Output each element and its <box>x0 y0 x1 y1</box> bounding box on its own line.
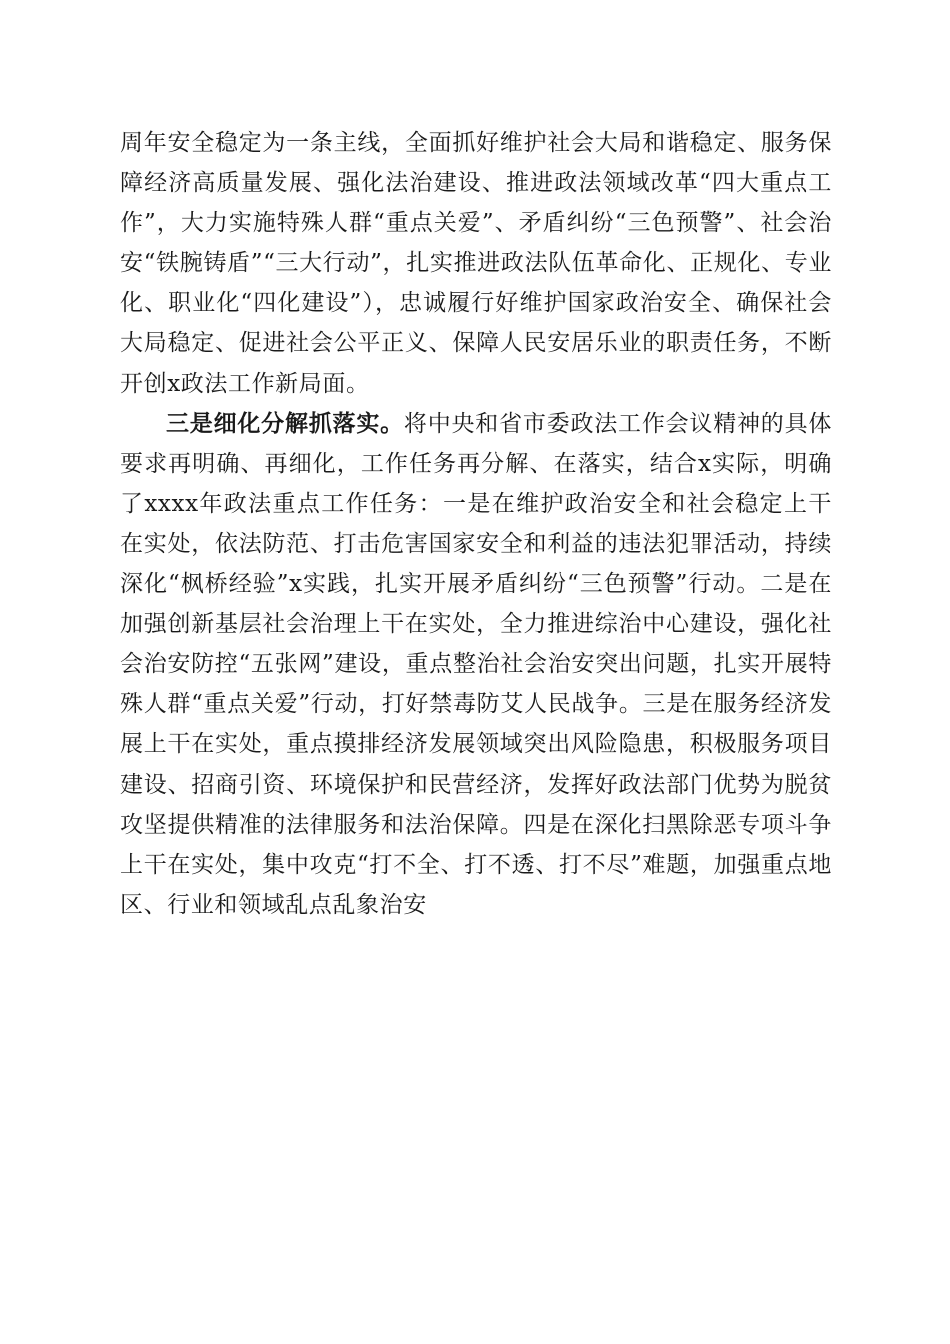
paragraph-third-point <box>120 404 832 925</box>
paragraph-text: 将中央和省市委政法工作会议精神的具体要求再明确、再细化，工作任务再分解、在落实，结合x实际，明确了xxxx年政法重点工作任务：一是在维护政治安全和社会稳定上干在实处，依法防范、打击危害国家安全和利益的违法犯罪活动，持续深化“枫桥经验”x实践，扎实开展矛盾纠纷“三色预警”行动。二是在加强创新基层社会治理上干在实处，全力推进综治中心建设，强化社会治安防控“五张网”建设，重点整治社会治安突出问题，扎实开展特殊人群“重点关爱”行动，打好禁毒防艾人民战争。三是在服务经济发展上干在实处，重点摸排经济发展领域突出风险隐患，积极服务项目建设、招商引资、环境保护和民营经济，发挥好政法部门优势为脱贫攻坚提供精准的法律服务和法治保障。四是在深化扫黑除恶专项斗争上干在实处，集中攻克“打不全、打不透、打不尽”难题，加强重点地区、行业和领域乱点乱象治安 <box>120 410 832 918</box>
paragraph-text: 周年安全稳定为一条主线，全面抓好维护社会大局和谐稳定、服务保障经济高质量发展、强化法治建设、推进政法领域改革“四大重点工作”，大力实施特殊人群“重点关爱”、矛盾纠纷“三色预警”、社会治安“铁腕铸盾”“三大行动”，扎实推进政法队伍革命化、正规化、专业化、职业化“四化建设”），忠诚履行好维护国家政治安全、确保社会大局稳定、促进社会公平正义、保障人民安居乐业的职责任务，不断开创x政法工作新局面。 <box>120 130 832 397</box>
paragraph-continued <box>120 123 832 404</box>
document-body <box>120 123 832 925</box>
paragraph-lead-heading: 三是细化分解抓落实。 <box>166 409 404 437</box>
